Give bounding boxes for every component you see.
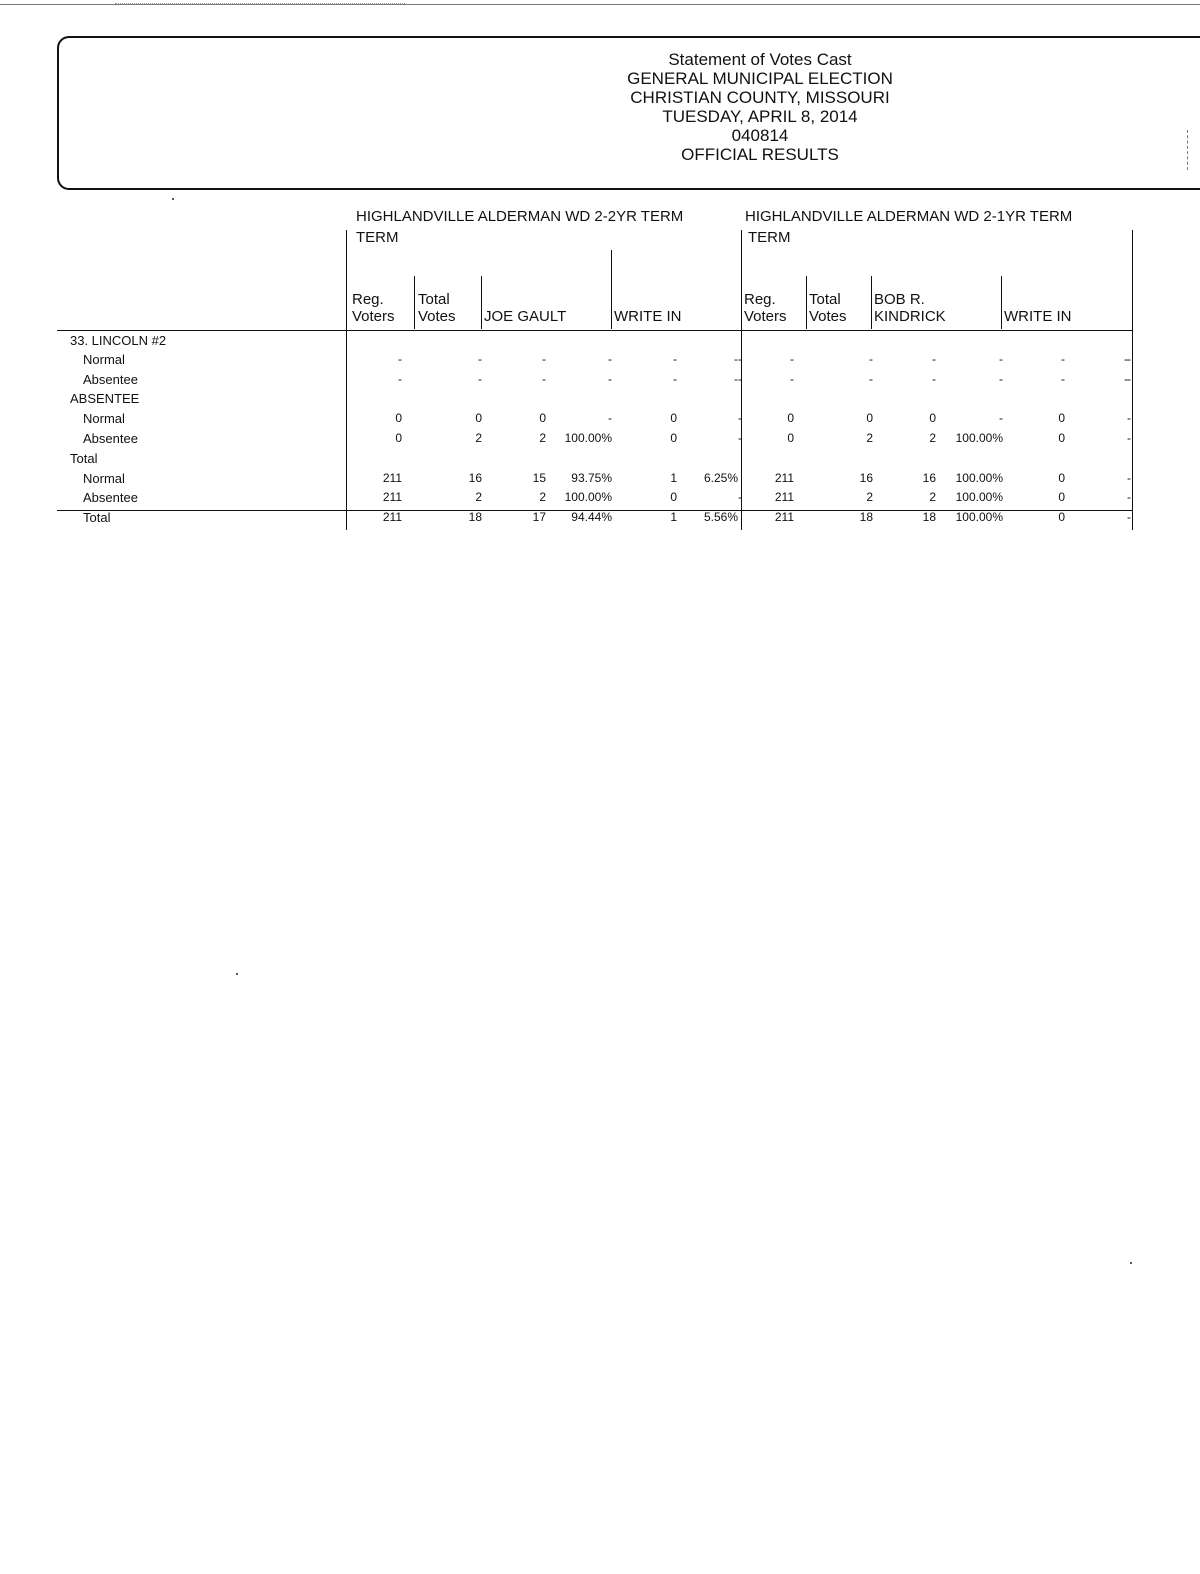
table-cell: 16: [468, 471, 482, 485]
table-cell: 0: [395, 431, 402, 445]
col-total-votes: Total Votes: [418, 291, 456, 325]
top-rule: [0, 4, 1200, 5]
table-cell: -: [1124, 372, 1128, 386]
table-cell: 16: [922, 471, 936, 485]
col-reg-voters: Reg. Voters: [352, 291, 395, 325]
col-divider: [1001, 276, 1002, 329]
table-cell: 0: [475, 411, 482, 425]
header-status: OFFICIAL RESULTS: [681, 145, 839, 164]
table-cell: -: [738, 431, 742, 445]
table-cell: -: [999, 372, 1003, 386]
table-cell: 0: [1058, 490, 1065, 504]
table-cell: 100.00%: [564, 490, 612, 504]
table-cell: 100.00%: [955, 510, 1003, 524]
row-label: Absentee: [83, 372, 138, 387]
scan-speck: [236, 973, 238, 975]
table-divider: [1132, 230, 1133, 530]
row-label: 33. LINCOLN #2: [70, 333, 167, 348]
table-cell: 211: [382, 471, 402, 485]
table-cell: -: [932, 372, 936, 386]
table-cell: -: [1127, 490, 1131, 504]
table-cell: -: [1127, 431, 1131, 445]
table-cell: 2: [539, 431, 546, 445]
row-label: Absentee: [83, 490, 138, 505]
scan-speck: [1130, 1262, 1132, 1264]
col-total-votes: Total Votes: [809, 291, 847, 325]
race-subtitle-2yr: TERM: [356, 229, 399, 246]
table-cell: 211: [774, 490, 794, 504]
table-cell: 18: [468, 510, 482, 524]
col-write-in: WRITE IN: [1004, 308, 1072, 325]
row-label: Normal: [83, 411, 125, 426]
table-cell: -: [1127, 411, 1131, 425]
table-cell: -: [1061, 352, 1065, 366]
table-cell: 0: [670, 431, 677, 445]
table-cell: 0: [787, 411, 794, 425]
table-cell: 100.00%: [955, 490, 1003, 504]
header-rule: [57, 330, 1133, 331]
table-cell: 0: [787, 431, 794, 445]
table-cell: -: [673, 352, 677, 366]
table-cell: -: [734, 352, 738, 366]
table-cell: -: [869, 352, 873, 366]
row-label: Total: [70, 451, 98, 466]
table-cell: -: [673, 372, 677, 386]
table-cell: 211: [774, 471, 794, 485]
table-cell: -: [542, 372, 546, 386]
header-election: GENERAL MUNICIPAL ELECTION: [627, 69, 893, 88]
table-cell: 5.56%: [703, 510, 738, 524]
table-cell: 0: [670, 490, 677, 504]
report-header: [560, 50, 960, 164]
table-cell: 211: [774, 510, 794, 524]
table-cell: -: [738, 372, 742, 386]
header-county: CHRISTIAN COUNTY, MISSOURI: [630, 88, 890, 107]
table-cell: -: [398, 372, 402, 386]
table-cell: 15: [532, 471, 546, 485]
table-cell: -: [608, 372, 612, 386]
table-cell: -: [738, 411, 742, 425]
race-title-2yr: HIGHLANDVILLE ALDERMAN WD 2-2YR TERM: [356, 208, 684, 225]
table-cell: -: [478, 352, 482, 366]
scan-speck: [172, 198, 174, 200]
col-write-in: WRITE IN: [614, 308, 682, 325]
table-cell: 0: [1058, 510, 1065, 524]
table-cell: 211: [382, 490, 402, 504]
header-date: TUESDAY, APRIL 8, 2014: [662, 107, 858, 126]
table-cell: 93.75%: [571, 471, 612, 485]
table-cell: -: [1127, 352, 1131, 366]
col-candidate-bob-kindrick: BOB R. KINDRICK: [874, 291, 946, 325]
col-reg-voters: Reg. Voters: [744, 291, 787, 325]
table-cell: 2: [475, 490, 482, 504]
header-title: Statement of Votes Cast: [668, 50, 852, 69]
table-cell: 2: [866, 431, 873, 445]
table-cell: 17: [532, 510, 546, 524]
table-cell: 1: [670, 471, 677, 485]
table-cell: 2: [929, 490, 936, 504]
table-cell: -: [478, 372, 482, 386]
table-cell: -: [738, 490, 742, 504]
table-cell: 0: [395, 411, 402, 425]
table-cell: 0: [1058, 411, 1065, 425]
table-cell: 0: [1058, 471, 1065, 485]
table-cell: 2: [539, 490, 546, 504]
table-cell: -: [608, 411, 612, 425]
table-cell: 18: [922, 510, 936, 524]
col-divider: [414, 276, 415, 329]
race-subtitle-1yr: TERM: [748, 229, 791, 246]
race-title-1yr: HIGHLANDVILLE ALDERMAN WD 2-1YR TERM: [745, 208, 1073, 225]
table-cell: 0: [866, 411, 873, 425]
table-cell: -: [1127, 372, 1131, 386]
row-label: Absentee: [83, 431, 138, 446]
table-cell: -: [542, 352, 546, 366]
table-cell: -: [734, 372, 738, 386]
table-cell: -: [608, 352, 612, 366]
table-cell: -: [999, 352, 1003, 366]
table-cell: 1: [670, 510, 677, 524]
table-cell: 16: [859, 471, 873, 485]
table-cell: -: [1124, 352, 1128, 366]
table-cell: 0: [929, 411, 936, 425]
row-label: Normal: [83, 471, 125, 486]
table-divider: [346, 230, 347, 530]
table-cell: -: [999, 411, 1003, 425]
table-cell: 0: [670, 411, 677, 425]
table-cell: 2: [866, 490, 873, 504]
col-divider: [611, 250, 612, 329]
table-cell: 0: [539, 411, 546, 425]
table-cell: 100.00%: [564, 431, 612, 445]
table-cell: 2: [929, 431, 936, 445]
row-label: ABSENTEE: [70, 391, 140, 406]
table-cell: -: [1127, 471, 1131, 485]
table-cell: -: [869, 372, 873, 386]
row-label: Total: [83, 510, 111, 525]
table-cell: -: [932, 352, 936, 366]
table-cell: -: [790, 372, 794, 386]
table-cell: 18: [859, 510, 873, 524]
table-cell: -: [1061, 372, 1065, 386]
col-divider: [481, 276, 482, 329]
header-code: 040814: [731, 126, 789, 145]
table-cell: 211: [382, 510, 402, 524]
table-cell: 100.00%: [955, 471, 1003, 485]
table-cell: -: [1127, 510, 1131, 524]
col-candidate-joe-gault: JOE GAULT: [484, 308, 567, 325]
table-cell: 94.44%: [571, 510, 612, 524]
table-cell: 6.25%: [703, 471, 738, 485]
table-cell: -: [398, 352, 402, 366]
col-divider: [806, 276, 807, 329]
scan-edge-marks: [1187, 130, 1190, 170]
table-cell: 2: [475, 431, 482, 445]
table-cell: 0: [1058, 431, 1065, 445]
row-label: Normal: [83, 352, 125, 367]
table-cell: -: [738, 352, 742, 366]
col-divider: [871, 276, 872, 329]
table-cell: -: [790, 352, 794, 366]
table-cell: 100.00%: [955, 431, 1003, 445]
